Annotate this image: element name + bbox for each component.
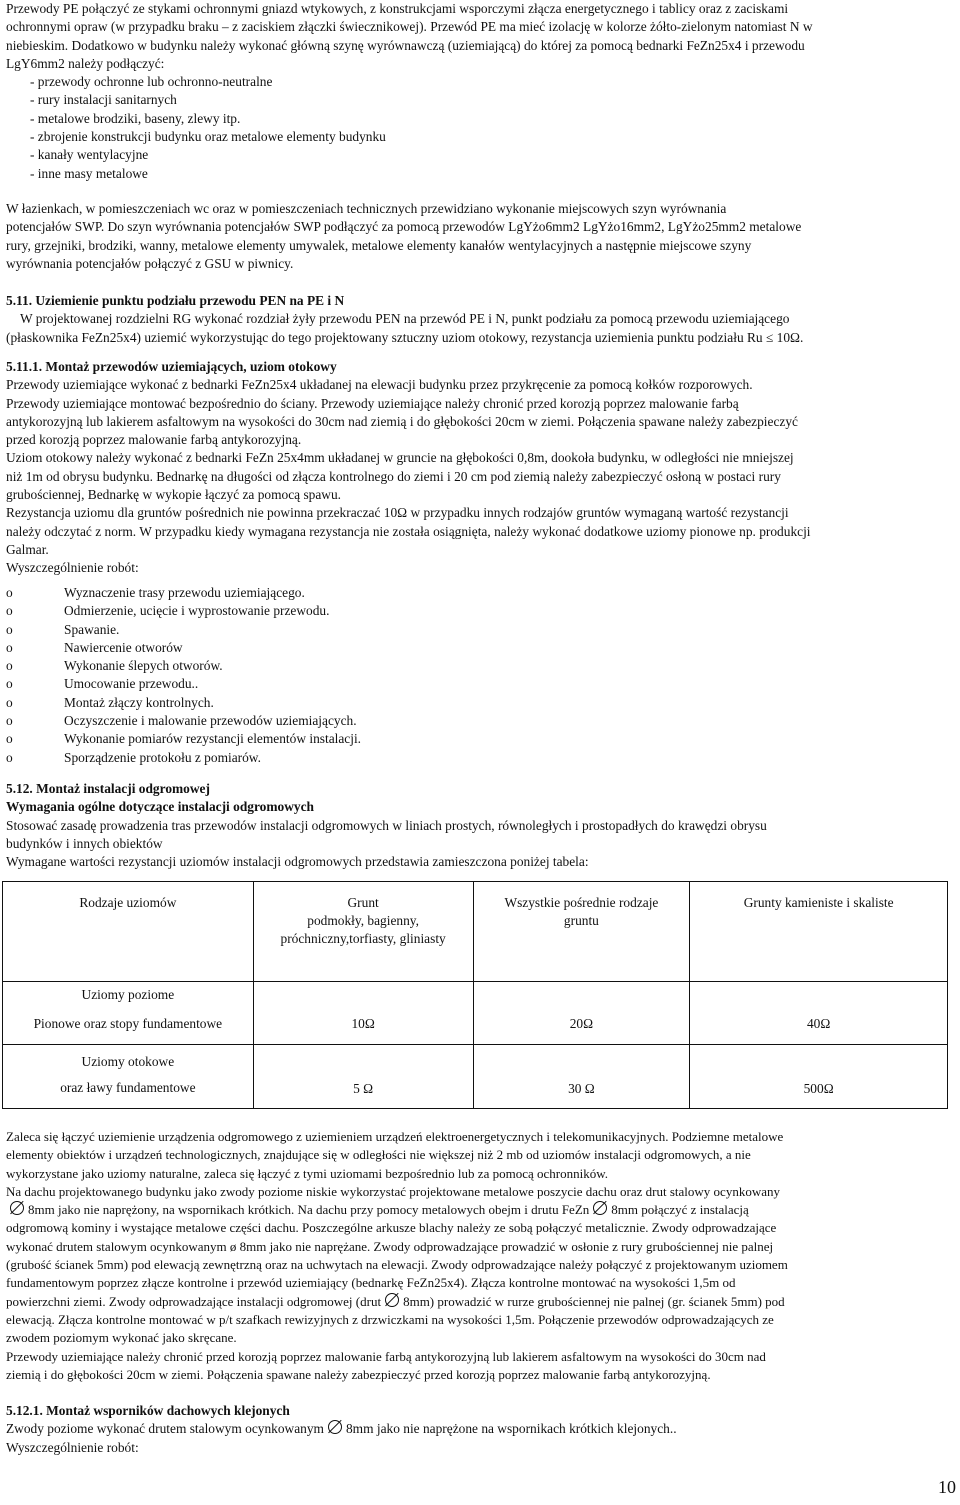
table-cell [690,982,948,1011]
text-line: Galmar. [6,541,49,557]
list-item: - zbrojenie konstrukcji budynku oraz metalowe elementy budynku [30,129,386,145]
text-line: Na dachu projektowanego budynku jako zwody poziome niskie wykorzystać projektowane metalowe poszycie dachu oraz drut stalowy ocynkowany [6,1183,780,1199]
table-header-cell: Wszystkie pośrednie rodzaje gruntu [473,882,690,982]
table-cell [253,982,473,1011]
list-item-text: Nawiercenie otworów [64,639,183,655]
text-line: Wyszczególnienie robót: [6,1439,139,1455]
text-line: LgY6mm2 należy podłączyć: [6,55,165,71]
section-5-11-1 [6,358,954,578]
list-item-text: Sporządzenie protokołu z pomiarów. [64,749,261,765]
bathroom-equipotential-paragraph [6,200,954,273]
table-cell: 5 Ω [253,1045,473,1109]
list-item [6,675,954,693]
text-line: elewacją. Złącza kontrolne montować w p/t szafkach rewizyjnych z drzwiczkami na wysokości 1,5m. Połączenie przewodów odprowadzających ze [6,1311,774,1327]
list-item [6,749,954,767]
table-cell: Uziomy otokowe oraz ławy fundamentowe [3,1045,254,1109]
text-line: Wymagane wartości rezystancji uziomów instalacji odgromowych przedstawia zamieszczona poniżej tabela: [6,854,589,870]
text-line: Przewody uziemiające należy chronić przed korozją poprzez malowanie farbą antykorozyjną lub lakierem asfaltowym na wysokości do 30cm nad [6,1348,766,1364]
text-line: rury, grzejniki, brodziki, wanny, metalowe elementy umywalek, metalowe elementy kanałów wentylacyjnych a następnie miejscowe szyny [6,237,752,253]
section-subheading: Wymagania ogólne dotyczące instalacji odgromowych [6,799,314,815]
lightning-protection-paragraph [6,1128,954,1384]
list-item: - rury instalacji sanitarnych [30,92,177,108]
list-item-text: Odmierzenie, ucięcie i wyprostowanie przewodu. [64,603,330,619]
text-line: budynków i innych obiektów [6,835,163,851]
text-line: elementy obiektów i urządzeń technologicznych, znajdujące się w odległości nie większej niż 2 mb od uziomów instalacji odgromowych, a nie [6,1147,751,1163]
text-line: niebieskim. Dodatkowo w budynku należy wykonać główną szynę wyrównawczą (uziemiającą) do której za pomocą bednarki FeZn25x4 i przewodu [6,37,805,53]
table-cell: 20Ω [473,1011,690,1045]
list-item-text: Wykonanie pomiarów rezystancji elementów instalacji. [64,731,362,747]
text-line: (grubość ścianek 5mm) pod elewacją zewnętrzną oraz na uchwytach na elewacji. Zwody odprowadzające należy połączyć z projektowanym uziomem [6,1257,788,1273]
text-line: W łazienkach, w pomieszczeniach wc oraz w pomieszczeniach technicznych przewidziano wykonanie miejscowych szyn wyrównania [6,201,727,216]
text-line: Uziom otokowy należy wykonać z bednarki FeZn 25x4mm układanej w gruncie na głębokości 0,8m, dookoła budynku, w odległości nie mniejszej [6,450,794,466]
text-line: wykonać drutem stalowym ocynkowanym ø 8mm jako nie naprężane. Zwody odprowadzające prowadzić w osłonie z rury grubościennej nie palnej [6,1238,774,1254]
list-item-text: Umocowanie przewodu.. [64,676,199,692]
list-item [6,639,954,657]
text-line: Przewody uziemiające wykonać z bednarki FeZn25x4 układanej na elewacji budynku przez przykręcenie za pomocą kołków rozporowych. [6,377,753,393]
list-item: - przewody ochronne lub ochronno-neutralne [30,74,273,90]
table-header-cell: Grunt podmokły, bagienny, próchniczny,torfiasty, gliniasty [253,882,473,982]
bullet-marker: o [6,749,13,765]
list-item-text: Montaż złączy kontrolnych. [64,694,214,710]
list-item [6,602,954,620]
text-line: Przewody PE połączyć ze stykami ochronnymi gniazd wtykowych, z konstrukcjami wsporczymi złącza energetycznego i tablicy oraz z zaciskami [6,1,789,16]
bullet-marker: o [6,731,13,747]
text-line: powierzchni ziemi. Zwody odprowadzające instalacji odgromowej (drut 8mm) prowadzić w rurze grubościennej nie palnej (gr. ścianek 5mm) pod [6,1293,785,1309]
table-cell: Uziomy poziome [3,982,254,1011]
text-line: zwodem poziomym wykonać jako skręcane. [6,1330,237,1346]
intro-paragraph [6,0,954,183]
bullet-marker: o [6,621,13,637]
text-line: antykorozyjną lub lakierem asfaltowym na wysokości do 30cm nad ziemią i do głębokości 20cm w ziemi. Połączenia spawane należy zabezpieczyć [6,413,798,429]
bullet-marker: o [6,639,13,655]
list-item: - inne masy metalowe [30,165,148,181]
text-line: Zaleca się łączyć uziemienie urządzenia odgromowego z uziemieniem urządzeń elektroenergetycznych i telekomunikacyjnych. Podziemne metalowe [6,1129,784,1144]
section-heading: 5.12. Montaż instalacji odgromowej [6,781,210,796]
list-item [6,730,954,748]
list-item [6,657,954,675]
text-line: fundamentowym poprzez złącze kontrolne i przewód uziemiający (bednarkę FeZn25x4). Złącza kontrolne montować na wysokości 1,5m od [6,1275,736,1291]
bullet-marker: o [6,603,13,619]
text-line: potencjałów SWP. Do szyn wyrównania potencjałów SWP podłączyć za pomocą przewodów LgYżo6mm2 LgYżo16mm2, LgYżo25mm2 metalowe [6,219,802,235]
diameter-icon [10,1201,24,1215]
text-line: Zwody poziome wykonać drutem stalowym ocynkowanym 8mm jako nie naprężone na wspornikach krótkich klejonych.. [6,1421,677,1437]
section-5-12 [6,780,954,871]
list-item [6,621,954,639]
list-item-text: Wyznaczenie trasy przewodu uziemiającego. [64,585,305,600]
table-cell: 500Ω [690,1045,948,1109]
text-line: przed korozją poprzez malowanie farbą antykorozyjną. [6,432,302,448]
table-row [3,982,948,1011]
diameter-icon [328,1420,342,1434]
text-line: odgromową kominy i wystające metalowe części dachu. Poszczególne arkusze blachy należy ze sobą połączyć metalicznie. Zwody odprowadzające [6,1220,777,1236]
text-line: Przewody uziemiające montować bezpośrednio do ściany. Przewody uziemiające należy chronić przed korozją poprzez malowanie farbą [6,395,739,411]
text-line: W projektowanej rozdzielni RG wykonać rozdział żyły przewodu PEN na przewód PE i N, punkt podziału za pomocą przewodu uziemiającego [20,311,790,327]
text-line: ochronnymi opraw (w przypadku braku – z zaciskiem złączki świecznikowej). Przewód PE ma mieć izolację w kolorze żółto-zielonym natomiast N w [6,19,813,35]
diameter-icon [593,1201,607,1215]
section-heading: 5.11.1. Montaż przewodów uziemiających, uziom otokowy [6,359,337,374]
text-line: ziemią i do głębokości 20cm w ziemi. Połączenia spawane należy zabezpieczyć przed korozją poprzez malowanie farbą antykorozyjną. [6,1366,711,1382]
text-line: wyrównania potencjałów połączyć z GSU w piwnicy. [6,255,294,271]
list-item: - kanały wentylacyjne [30,147,149,163]
table-header-cell: Grunty kamieniste i skaliste [690,882,948,982]
text-line: niż 1m od obrysu budynku. Bednarkę na długości od złącza kontrolnego do ziemi i 20 cm pod ziemią należy zabezpieczyć osłoną w postaci rury [6,468,781,484]
bullet-marker: o [6,676,13,692]
table-header-cell: Rodzaje uziomów [3,882,254,982]
list-item [6,584,954,602]
grounding-resistance-table [2,881,948,1109]
section-5-12-1 [6,1402,954,1457]
table-row [3,1045,948,1109]
text-line: należy odczytać z norm. W przypadku kiedy wymagana rezystancja nie została osiągnięta, należy wykonać dodatkowe uziomy pionowe np. produkcji [6,523,811,539]
text-line: Wyszczególnienie robót: [6,560,139,576]
list-item [6,694,954,712]
table-cell: 40Ω [690,1011,948,1045]
list-item-text: Spawanie. [64,621,120,637]
list-item-text: Oczyszczenie i malowanie przewodów uziemiających. [64,713,357,729]
table-cell [473,982,690,1011]
text-line: (płaskownika FeZn25x4) uziemić wykorzystując do tego projektowany sztuczny uziom otokowy, rezystancja uziemienia punktu podziału Ru ≤ 10Ω. [6,329,804,345]
table-header-row [3,882,948,982]
page-number: 10 [938,1477,956,1497]
text-line: 8mm jako nie naprężony, na wspornikach krótkich. Na dachu przy pomocy metalowych obejm i drutu FeZn 8mm połączyć z instalacją [6,1201,954,1219]
table-cell: Pionowe oraz stopy fundamentowe [3,1011,254,1045]
table-row [3,1011,948,1045]
text-line: Stosować zasadę prowadzenia tras przewodów instalacji odgromowych w liniach prostych, równoległych i prostopadłych do krawędzi obrysu [6,817,767,833]
diameter-icon [385,1293,399,1307]
list-item: - metalowe brodziki, baseny, zlewy itp. [30,110,241,126]
table-cell: 30 Ω [473,1045,690,1109]
bullet-marker: o [6,585,13,600]
section-heading: 5.12.1. Montaż wsporników dachowych klejonych [6,1403,290,1418]
bullet-marker: o [6,694,13,710]
list-item-text: Wykonanie ślepych otworów. [64,658,223,674]
text-line: wykorzystane jako uziomy naturalne, zaleca się łączyć z tymi uziomami bezpośrednio lub za pomocą ochronników. [6,1165,608,1181]
table-cell: 10Ω [253,1011,473,1045]
text-line: grubościennej, Bednarkę w wykopie łączyć za pomocą spawu. [6,487,342,503]
bullet-marker: o [6,658,13,674]
works-list [6,584,954,767]
section-heading: 5.11. Uziemienie punktu podziału przewodu PEN na PE i N [6,293,345,308]
bullet-marker: o [6,713,13,729]
section-5-11 [6,292,954,347]
text-line: Rezystancja uziomu dla gruntów pośrednich nie powinna przekraczać 10Ω w przypadku innych rodzajów gruntów wymaganą wartość rezystancji [6,505,789,521]
list-item [6,712,954,730]
